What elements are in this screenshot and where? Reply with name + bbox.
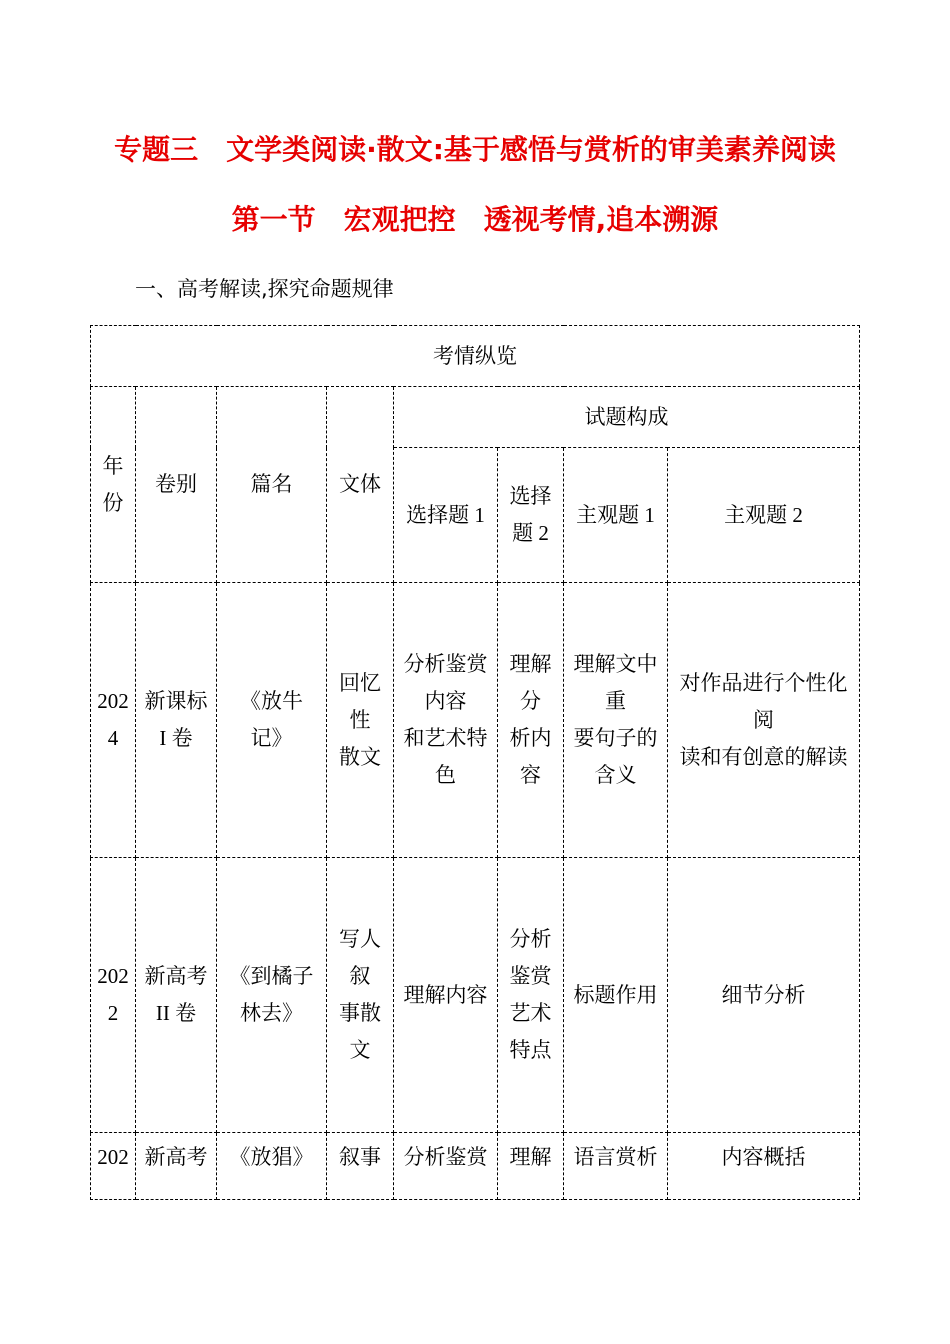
cell-genre-line: 回忆: [339, 670, 381, 695]
table-row: [91, 858, 860, 1133]
cell-choice-1-line: 分析鉴赏: [403, 1145, 488, 1169]
cell-subjective-2-line: 读和有创意的解读: [679, 744, 848, 769]
cell-piece: [217, 1133, 327, 1200]
cell-year-line: 4: [107, 726, 119, 750]
cell-subjective-2-line: 对作品进行个性化: [679, 670, 848, 695]
section-subtitle: 第一节 宏观把控 透视考情,追本溯源: [231, 203, 719, 236]
cell-paper-line: 新课标: [144, 689, 208, 713]
cell-choice-2-line: 分: [520, 689, 541, 713]
cell-choice-2-line: 分析: [509, 927, 552, 951]
cell-genre: [327, 858, 394, 1133]
cell-subjective-2: [668, 1133, 860, 1200]
cell-paper: [136, 1133, 217, 1200]
header-genre: 文体: [327, 387, 394, 583]
cell-year-line: 202: [97, 689, 129, 713]
cell-choice-1-line: 色: [435, 763, 456, 787]
cell-paper-line: I 卷: [159, 726, 193, 750]
cell-subjective-2-line: 内容概括: [721, 1145, 806, 1169]
cell-choice-2-line: 容: [520, 763, 541, 787]
header-choice-2-line: 选择: [509, 484, 552, 508]
header-paper: 卷别: [136, 387, 217, 583]
header-year: [91, 387, 136, 583]
cell-subjective-1: [564, 1133, 668, 1200]
cell-subjective-1: [564, 583, 668, 858]
cell-paper-line: 新高考: [144, 964, 208, 988]
cell-subjective-1-line: 理解文中: [573, 652, 658, 676]
cell-paper: [136, 583, 217, 858]
cell-choice-2: [498, 583, 564, 858]
cell-subjective-1-line: 要句子的: [573, 726, 658, 750]
cell-choice-1-line: 和艺术特: [403, 726, 488, 750]
cell-genre-line: 事散: [339, 1001, 381, 1025]
cell-piece-line: 《放猖》: [229, 1145, 314, 1169]
cell-choice-2-line: 特点: [509, 1038, 552, 1062]
cell-year-line: 202: [97, 1145, 129, 1169]
cell-choice-2: [498, 1133, 564, 1200]
table-row: [91, 1133, 860, 1200]
cell-year-line: 202: [97, 964, 129, 988]
section-heading: 一、高考解读,探究命题规律: [135, 277, 394, 301]
exam-overview-table: [90, 325, 860, 1200]
table-row: [91, 583, 860, 858]
header-subjective-1: 主观题 1: [564, 448, 668, 583]
cell-genre-line: 叙: [349, 964, 371, 988]
cell-year: [91, 858, 136, 1133]
document-title: 专题三 文学类阅读·散文:基于感悟与赏析的审美素养阅读: [114, 133, 836, 166]
cell-piece: [217, 858, 327, 1133]
cell-choice-1: [394, 858, 498, 1133]
header-year-line: 份: [102, 490, 124, 515]
cell-genre: [327, 583, 394, 858]
cell-subjective-1-line: 含义: [594, 763, 637, 787]
cell-piece-line: 林去》: [240, 1001, 303, 1025]
header-question-composition: 试题构成: [394, 387, 860, 448]
cell-piece: [217, 583, 327, 858]
cell-genre-line: 写人: [339, 927, 381, 951]
cell-choice-1-line: 分析鉴赏: [403, 652, 488, 676]
header-subjective-2: 主观题 2: [668, 448, 860, 583]
cell-subjective-2-line: 阅: [753, 707, 774, 732]
cell-subjective-2: [668, 583, 860, 858]
header-piece: 篇名: [217, 387, 327, 583]
header-choice-2-line: 题 2: [512, 521, 549, 545]
cell-subjective-1-line: 语言赏析: [573, 1145, 658, 1169]
cell-choice-1: [394, 583, 498, 858]
cell-piece-line: 《到橘子: [229, 964, 314, 988]
cell-subjective-2-line: 细节分析: [721, 982, 806, 1007]
cell-choice-2-line: 析内: [509, 726, 552, 750]
cell-subjective-1-line: 重: [605, 689, 626, 713]
cell-genre-line: 文: [349, 1038, 371, 1062]
header-choice-2: [498, 448, 564, 583]
cell-year: [91, 583, 136, 858]
cell-subjective-2: [668, 858, 860, 1133]
cell-choice-1-line: 内容: [424, 689, 467, 713]
table-caption: 考情纵览: [91, 326, 860, 387]
cell-genre-line: 性: [349, 707, 371, 732]
cell-subjective-1-line: 标题作用: [573, 982, 658, 1007]
cell-paper-line: 新高考: [144, 1145, 208, 1169]
cell-choice-1: [394, 1133, 498, 1200]
cell-paper: [136, 858, 217, 1133]
header-year-line: 年: [102, 453, 124, 478]
cell-year: [91, 1133, 136, 1200]
cell-genre-line: 散文: [339, 744, 381, 769]
cell-paper-line: II 卷: [155, 1001, 197, 1025]
cell-choice-2-line: 鉴赏: [509, 964, 552, 988]
cell-genre: [327, 1133, 394, 1200]
cell-genre-line: 叙事: [339, 1145, 381, 1169]
cell-year-line: 2: [107, 1001, 119, 1025]
cell-choice-2-line: 理解: [509, 1145, 552, 1169]
header-choice-1: 选择题 1: [394, 448, 498, 583]
cell-piece-line: 《放牛: [240, 689, 303, 713]
cell-choice-1-line: 理解内容: [403, 982, 488, 1007]
cell-choice-2-line: 艺术: [509, 1001, 552, 1025]
cell-subjective-1: [564, 858, 668, 1133]
cell-piece-line: 记》: [250, 726, 293, 750]
cell-choice-2: [498, 858, 564, 1133]
cell-choice-2-line: 理解: [509, 652, 552, 676]
